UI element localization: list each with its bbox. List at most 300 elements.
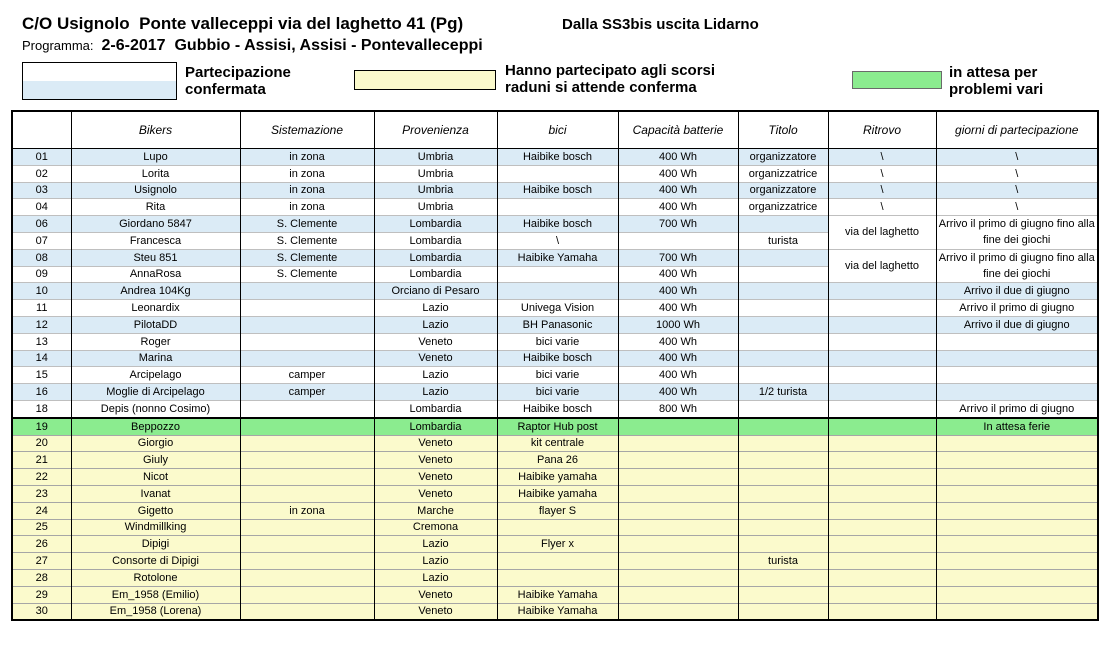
cell-bici: Haibike Yamaha [497,603,618,620]
cell-titolo: turista [738,553,828,570]
cell-titolo [738,519,828,536]
cell-provenienza: Lazio [374,536,497,553]
cell-giorni [936,333,1098,350]
cell-ritrovo: \ [828,182,936,199]
cell-batterie [618,232,738,249]
cell-number: 14 [12,350,71,367]
cell-biker: Giuly [71,452,240,469]
legend-swatch-pending [354,70,496,90]
cell-provenienza: Veneto [374,435,497,452]
cell-provenienza: Veneto [374,452,497,469]
cell-provenienza: Lazio [374,300,497,317]
cell-biker: Moglie di Arcipelago [71,384,240,401]
cell-titolo [738,283,828,300]
cell-provenienza: Lombardia [374,266,497,283]
legend-label-pending-line2: raduni si attende conferma [505,79,697,96]
cell-ritrovo [828,418,936,435]
cell-biker: PilotaDD [71,316,240,333]
cell-ritrovo [828,485,936,502]
cell-titolo [738,485,828,502]
table-header-row [12,111,1098,149]
legend-label-waiting [949,64,1043,98]
cell-giorni: Arrivo il primo di giugno [936,300,1098,317]
table-row [12,182,1098,199]
cell-bici [497,266,618,283]
cell-biker: Rotolone [71,569,240,586]
col-header-titolo: Titolo [738,111,828,149]
cell-biker: Roger [71,333,240,350]
cell-provenienza: Umbria [374,149,497,166]
cell-titolo: organizzatore [738,149,828,166]
cell-number: 24 [12,502,71,519]
cell-ritrovo [828,569,936,586]
cell-number: 15 [12,367,71,384]
cell-batterie [618,603,738,620]
cell-provenienza: Lazio [374,569,497,586]
cell-biker: Francesca [71,232,240,249]
page-title: C/O Usignolo Ponte valleceppi via del laghetto 41 (Pg) [22,14,464,33]
cell-bici: Haibike bosch [497,182,618,199]
cell-sistemazione: S. Clemente [240,249,374,266]
cell-batterie: 400 Wh [618,283,738,300]
cell-number: 11 [12,300,71,317]
cell-batterie [618,418,738,435]
cell-batterie [618,519,738,536]
cell-number: 07 [12,232,71,249]
cell-titolo [738,266,828,283]
cell-provenienza: Lazio [374,367,497,384]
cell-provenienza: Lombardia [374,249,497,266]
cell-bici [497,165,618,182]
cell-biker: Depis (nonno Cosimo) [71,400,240,417]
cell-giorni [936,536,1098,553]
cell-titolo: turista [738,232,828,249]
cell-sistemazione: in zona [240,502,374,519]
cell-number: 25 [12,519,71,536]
cell-titolo [738,435,828,452]
cell-sistemazione [240,469,374,486]
cell-sistemazione [240,400,374,417]
cell-sistemazione [240,603,374,620]
cell-titolo [738,316,828,333]
cell-biker: Consorte di Dipigi [71,553,240,570]
cell-bici: Haibike bosch [497,149,618,166]
cell-sistemazione [240,569,374,586]
cell-sistemazione: in zona [240,165,374,182]
cell-provenienza: Lombardia [374,418,497,435]
table-row [12,603,1098,620]
bikers-table [11,110,1099,621]
table-row [12,553,1098,570]
cell-number: 08 [12,249,71,266]
cell-giorni: In attesa ferie [936,418,1098,435]
col-header-ritrovo: Ritrovo [828,111,936,149]
cell-biker: Leonardix [71,300,240,317]
cell-biker: Nicot [71,469,240,486]
table-row [12,400,1098,417]
cell-giorni [936,350,1098,367]
cell-titolo [738,502,828,519]
cell-giorni [936,469,1098,486]
cell-ritrovo [828,502,936,519]
cell-provenienza: Veneto [374,350,497,367]
legend-swatch-waiting [852,71,942,89]
cell-sistemazione [240,452,374,469]
cell-batterie: 400 Wh [618,367,738,384]
legend-label-confirmed-line1: Partecipazione [185,64,291,81]
program-value: 2-6-2017 Gubbio - Assisi, Assisi - Pontevalleceppi [101,37,483,54]
cell-titolo: organizzatrice [738,199,828,216]
cell-batterie: 400 Wh [618,384,738,401]
col-header-bici: bici [497,111,618,149]
cell-giorni [936,519,1098,536]
cell-sistemazione [240,333,374,350]
legend-swatch-confirmed [22,62,177,100]
cell-giorni: Arrivo il primo di giugno fino alla fine dei giochi [936,216,1098,250]
table-row [12,249,1098,266]
cell-number: 01 [12,149,71,166]
table-body [12,149,1098,621]
cell-titolo [738,249,828,266]
cell-batterie: 700 Wh [618,249,738,266]
cell-sistemazione [240,435,374,452]
col-header-batterie: Capacità batterie [618,111,738,149]
table-row [12,367,1098,384]
cell-provenienza: Umbria [374,165,497,182]
cell-provenienza: Umbria [374,199,497,216]
cell-batterie: 400 Wh [618,149,738,166]
cell-biker: Beppozzo [71,418,240,435]
table-row [12,452,1098,469]
cell-ritrovo [828,316,936,333]
cell-sistemazione [240,350,374,367]
cell-sistemazione [240,300,374,317]
cell-bici [497,283,618,300]
cell-sistemazione [240,485,374,502]
program-label: Programma: [22,38,94,53]
cell-number: 20 [12,435,71,452]
cell-sistemazione: in zona [240,149,374,166]
cell-giorni [936,603,1098,620]
cell-biker: Gigetto [71,502,240,519]
cell-number: 13 [12,333,71,350]
cell-titolo [738,367,828,384]
cell-bici: flayer S [497,502,618,519]
cell-sistemazione: in zona [240,182,374,199]
cell-bici [497,199,618,216]
cell-batterie [618,469,738,486]
cell-batterie [618,569,738,586]
cell-number: 22 [12,469,71,486]
cell-ritrovo [828,384,936,401]
cell-number: 02 [12,165,71,182]
cell-ritrovo [828,400,936,417]
table-row [12,536,1098,553]
cell-sistemazione [240,283,374,300]
cell-batterie: 1000 Wh [618,316,738,333]
cell-bici: Haibike bosch [497,216,618,233]
cell-biker: Ivanat [71,485,240,502]
cell-batterie [618,485,738,502]
legend-label-confirmed-line2: confermata [185,81,266,98]
cell-biker: Giorgio [71,435,240,452]
cell-number: 19 [12,418,71,435]
cell-giorni: \ [936,165,1098,182]
cell-bici: \ [497,232,618,249]
cell-number: 06 [12,216,71,233]
cell-ritrovo: via del laghetto [828,249,936,283]
col-header-giorni: giorni di partecipazione [936,111,1098,149]
cell-sistemazione: S. Clemente [240,266,374,283]
cell-giorni [936,485,1098,502]
cell-titolo [738,350,828,367]
cell-bici: kit centrale [497,435,618,452]
cell-provenienza: Lazio [374,553,497,570]
cell-giorni [936,435,1098,452]
cell-provenienza: Veneto [374,469,497,486]
cell-bici: Haibike yamaha [497,485,618,502]
table-row [12,469,1098,486]
cell-ritrovo [828,469,936,486]
cell-titolo [738,603,828,620]
cell-number: 18 [12,400,71,417]
cell-number: 29 [12,586,71,603]
cell-provenienza: Lombardia [374,232,497,249]
cell-biker: Steu 851 [71,249,240,266]
cell-ritrovo [828,435,936,452]
cell-provenienza: Lazio [374,384,497,401]
cell-ritrovo: \ [828,199,936,216]
cell-provenienza: Lombardia [374,216,497,233]
cell-bici: Flyer x [497,536,618,553]
cell-number: 12 [12,316,71,333]
cell-giorni: \ [936,182,1098,199]
cell-ritrovo: \ [828,165,936,182]
cell-titolo [738,569,828,586]
cell-giorni [936,586,1098,603]
cell-giorni: Arrivo il due di giugno [936,316,1098,333]
table-row [12,519,1098,536]
cell-bici: bici varie [497,384,618,401]
cell-biker: Usignolo [71,182,240,199]
legend-label-pending-line1: Hanno partecipato agli scorsi [505,62,716,79]
cell-bici: Raptor Hub post [497,418,618,435]
cell-sistemazione [240,536,374,553]
cell-bici: Haibike bosch [497,350,618,367]
cell-batterie [618,452,738,469]
cell-sistemazione [240,586,374,603]
cell-biker: Windmillking [71,519,240,536]
table-row [12,485,1098,502]
table-row [12,569,1098,586]
cell-giorni [936,553,1098,570]
cell-sistemazione: S. Clemente [240,216,374,233]
cell-batterie: 400 Wh [618,199,738,216]
cell-biker: Em_1958 (Lorena) [71,603,240,620]
cell-giorni [936,452,1098,469]
col-header-provenienza: Provenienza [374,111,497,149]
cell-batterie: 400 Wh [618,300,738,317]
cell-biker: Rita [71,199,240,216]
table-row [12,384,1098,401]
cell-ritrovo [828,367,936,384]
cell-giorni [936,367,1098,384]
cell-batterie [618,502,738,519]
cell-number: 21 [12,452,71,469]
table-row [12,283,1098,300]
cell-number: 03 [12,182,71,199]
cell-ritrovo [828,586,936,603]
cell-provenienza: Cremona [374,519,497,536]
cell-bici: Haibike Yamaha [497,249,618,266]
cell-biker: Arcipelago [71,367,240,384]
cell-ritrovo [828,553,936,570]
cell-sistemazione: camper [240,384,374,401]
cell-number: 26 [12,536,71,553]
table-row [12,300,1098,317]
cell-sistemazione [240,553,374,570]
legend-label-waiting-line2: problemi vari [949,81,1044,98]
cell-giorni: Arrivo il primo di giugno fino alla fine dei giochi [936,249,1098,283]
legend-label-confirmed [185,64,291,98]
cell-provenienza: Veneto [374,603,497,620]
cell-titolo [738,469,828,486]
cell-provenienza: Veneto [374,586,497,603]
table-row [12,149,1098,166]
cell-provenienza: Marche [374,502,497,519]
cell-provenienza: Umbria [374,182,497,199]
cell-titolo [738,536,828,553]
cell-ritrovo [828,603,936,620]
cell-bici: bici varie [497,367,618,384]
cell-batterie: 400 Wh [618,350,738,367]
cell-sistemazione [240,418,374,435]
direction-note: Dalla SS3bis uscita Lidarno [562,16,759,33]
cell-giorni [936,569,1098,586]
cell-titolo [738,216,828,233]
cell-bici [497,569,618,586]
cell-number: 23 [12,485,71,502]
table-row [12,165,1098,182]
cell-titolo [738,400,828,417]
cell-giorni [936,502,1098,519]
cell-titolo [738,418,828,435]
cell-biker: Em_1958 (Emilio) [71,586,240,603]
col-header-bikers: Bikers [71,111,240,149]
cell-number: 10 [12,283,71,300]
cell-giorni: Arrivo il due di giugno [936,283,1098,300]
table-row [12,418,1098,435]
cell-number: 09 [12,266,71,283]
cell-giorni [936,384,1098,401]
cell-batterie: 400 Wh [618,182,738,199]
cell-ritrovo [828,300,936,317]
cell-biker: Dipigi [71,536,240,553]
cell-biker: AnnaRosa [71,266,240,283]
cell-number: 16 [12,384,71,401]
cell-sistemazione: in zona [240,199,374,216]
cell-titolo: organizzatrice [738,165,828,182]
cell-ritrovo [828,452,936,469]
cell-sistemazione: camper [240,367,374,384]
cell-batterie: 400 Wh [618,266,738,283]
cell-provenienza: Lazio [374,316,497,333]
cell-titolo: organizzatore [738,182,828,199]
cell-number: 27 [12,553,71,570]
cell-bici: Haibike Yamaha [497,586,618,603]
cell-batterie [618,536,738,553]
cell-titolo [738,300,828,317]
cell-bici [497,553,618,570]
legend-label-pending [505,62,715,96]
cell-biker: Marina [71,350,240,367]
cell-bici [497,519,618,536]
legend-label-waiting-line1: in attesa per [949,64,1038,81]
table-row [12,199,1098,216]
cell-batterie: 800 Wh [618,400,738,417]
cell-giorni: Arrivo il primo di giugno [936,400,1098,417]
cell-titolo: 1/2 turista [738,384,828,401]
col-header-sistemazione: Sistemazione [240,111,374,149]
cell-provenienza: Veneto [374,333,497,350]
cell-ritrovo [828,333,936,350]
cell-ritrovo [828,536,936,553]
col-header-number [12,111,71,149]
cell-giorni: \ [936,199,1098,216]
cell-bici: bici varie [497,333,618,350]
cell-batterie: 700 Wh [618,216,738,233]
cell-bici: Haibike bosch [497,400,618,417]
cell-titolo [738,586,828,603]
table-row [12,333,1098,350]
cell-number: 30 [12,603,71,620]
cell-biker: Lupo [71,149,240,166]
cell-sistemazione: S. Clemente [240,232,374,249]
cell-bici: Pana 26 [497,452,618,469]
cell-ritrovo: \ [828,149,936,166]
cell-number: 28 [12,569,71,586]
cell-provenienza: Orciano di Pesaro [374,283,497,300]
table-row [12,435,1098,452]
cell-biker: Lorita [71,165,240,182]
program-row [22,37,483,55]
cell-batterie [618,435,738,452]
cell-batterie: 400 Wh [618,165,738,182]
table-row [12,216,1098,233]
table-row [12,350,1098,367]
cell-provenienza: Lombardia [374,400,497,417]
table-row [12,502,1098,519]
cell-ritrovo [828,519,936,536]
cell-batterie [618,586,738,603]
cell-titolo [738,452,828,469]
table-row [12,586,1098,603]
cell-biker: Andrea 104Kg [71,283,240,300]
cell-batterie [618,553,738,570]
cell-biker: Giordano 5847 [71,216,240,233]
cell-provenienza: Veneto [374,485,497,502]
cell-number: 04 [12,199,71,216]
cell-ritrovo [828,283,936,300]
cell-sistemazione [240,519,374,536]
table-row [12,316,1098,333]
cell-ritrovo [828,350,936,367]
cell-sistemazione [240,316,374,333]
cell-titolo [738,333,828,350]
cell-batterie: 400 Wh [618,333,738,350]
cell-giorni: \ [936,149,1098,166]
cell-bici: Univega Vision [497,300,618,317]
